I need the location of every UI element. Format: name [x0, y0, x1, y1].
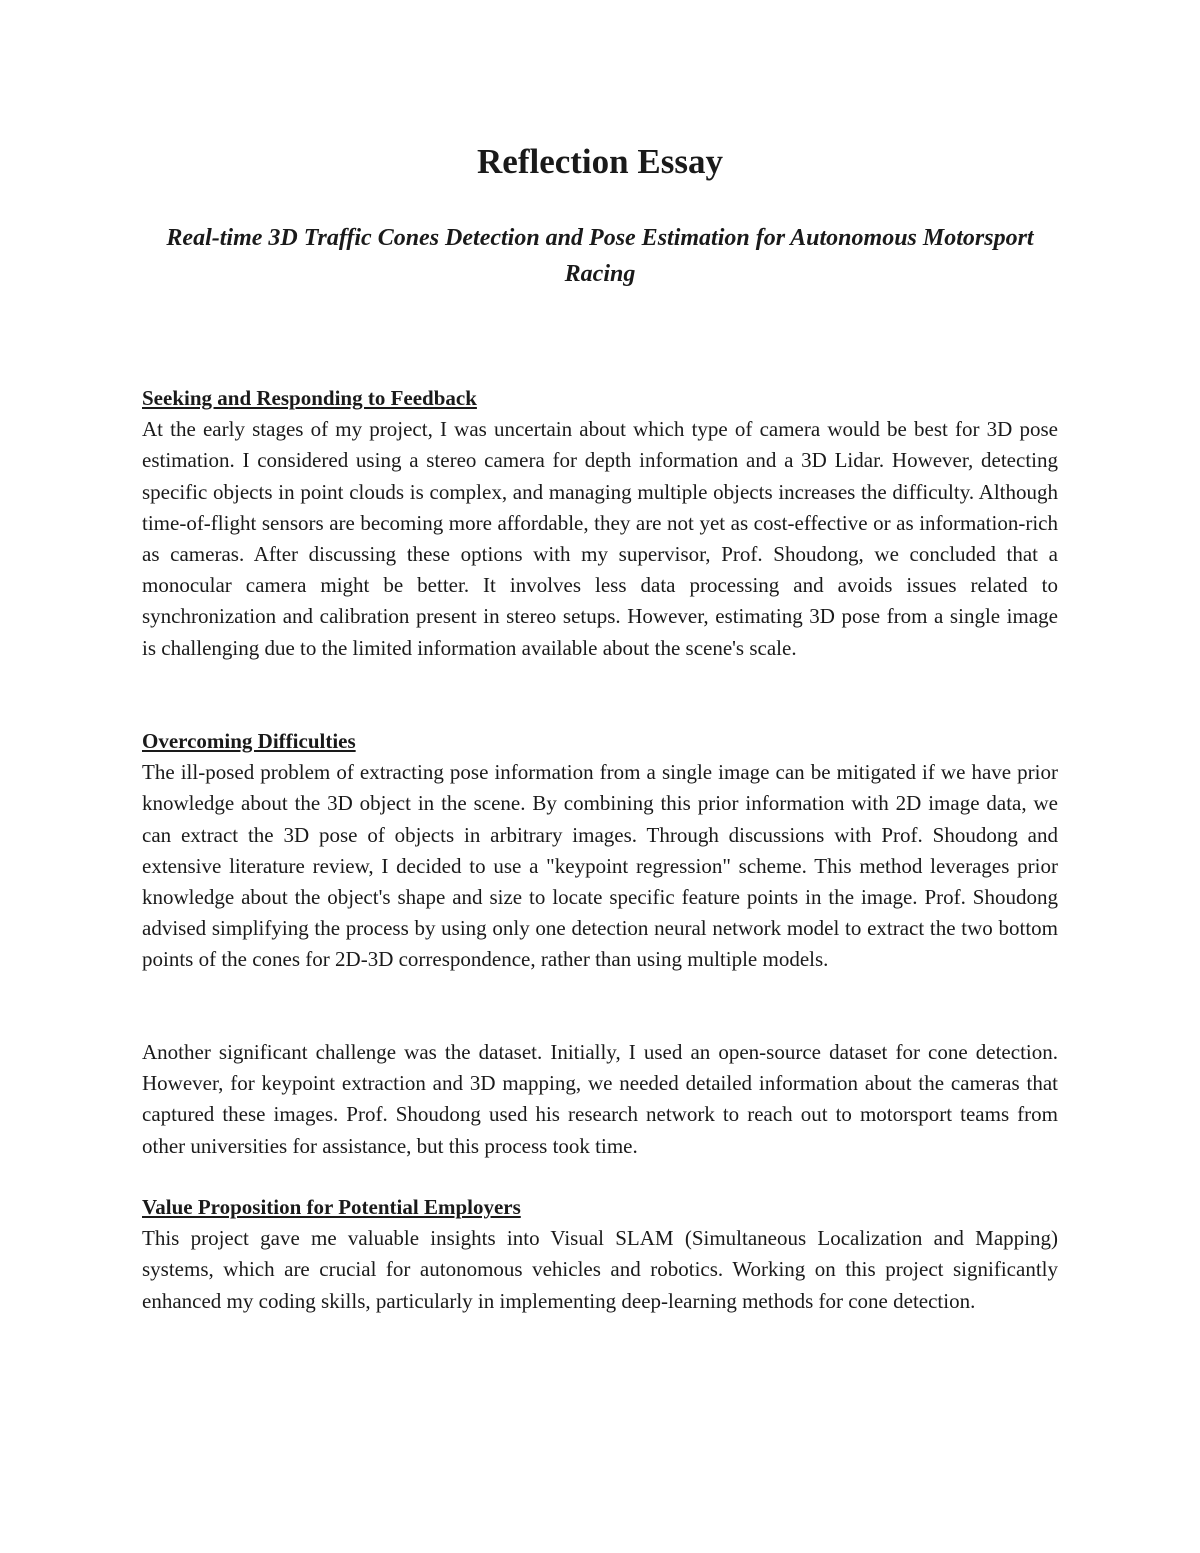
document-title: Reflection Essay — [477, 142, 723, 181]
section-feedback — [142, 383, 1058, 664]
section-paragraph: At the early stages of my project, I was uncertain about which type of camera would be best for 3D pose estimation. I considered using a stereo camera for depth information and a 3D Lidar. However, detecting specific objects in point clouds is complex, and managing multiple objects increases the difficulty. Although time-of-flight sensors are becoming more affordable, they are not yet as cost-effective or as information-rich as cameras. After discussing these options with my supervisor, Prof. Shoudong, we concluded that a monocular camera might be better. It involves less data processing and avoids issues related to synchronization and calibration present in stereo setups. However, estimating 3D pose from a single image is challenging due to the limited information available about the scene's scale. — [142, 417, 1058, 660]
section-heading: Seeking and Responding to Feedback — [142, 386, 477, 410]
section-difficulties — [142, 726, 1058, 976]
section-paragraph: This project gave me valuable insights into Visual SLAM (Simultaneous Localization and Mapping) systems, which are crucial for autonomous vehicles and robotics. Working on this project significantly enhanced my coding skills, particularly in implementing deep-learning methods for cone detection. — [142, 1226, 1058, 1313]
document-subtitle: Real-time 3D Traffic Cones Detection and Pose Estimation for Autonomous Motorsport Racing — [166, 225, 1034, 287]
section-heading: Overcoming Difficulties — [142, 729, 356, 753]
section-heading: Value Proposition for Potential Employers — [142, 1195, 521, 1219]
section-value-proposition — [142, 1192, 1058, 1317]
section-paragraph: Another significant challenge was the dataset. Initially, I used an open-source dataset for cone detection. However, for keypoint extraction and 3D mapping, we needed detailed information about the cameras that captured these images. Prof. Shoudong used his research network to reach out to motorsport teams from other universities for assistance, but this process took time. — [142, 1040, 1058, 1158]
section-paragraph: The ill-posed problem of extracting pose information from a single image can be mitigated if we have prior knowledge about the 3D object in the scene. By combining this prior information with 2D image data, we can extract the 3D pose of objects in arbitrary images. Through discussions with Prof. Shoudong and extensive literature review, I decided to use a "keypoint regression" scheme. This method leverages prior knowledge about the object's shape and size to locate specific feature points in the image. Prof. Shoudong advised simplifying the process by using only one detection neural network model to extract the two bottom points of the cones for 2D-3D correspondence, rather than using multiple models. — [142, 760, 1058, 972]
section-difficulties-continued — [142, 1037, 1058, 1162]
